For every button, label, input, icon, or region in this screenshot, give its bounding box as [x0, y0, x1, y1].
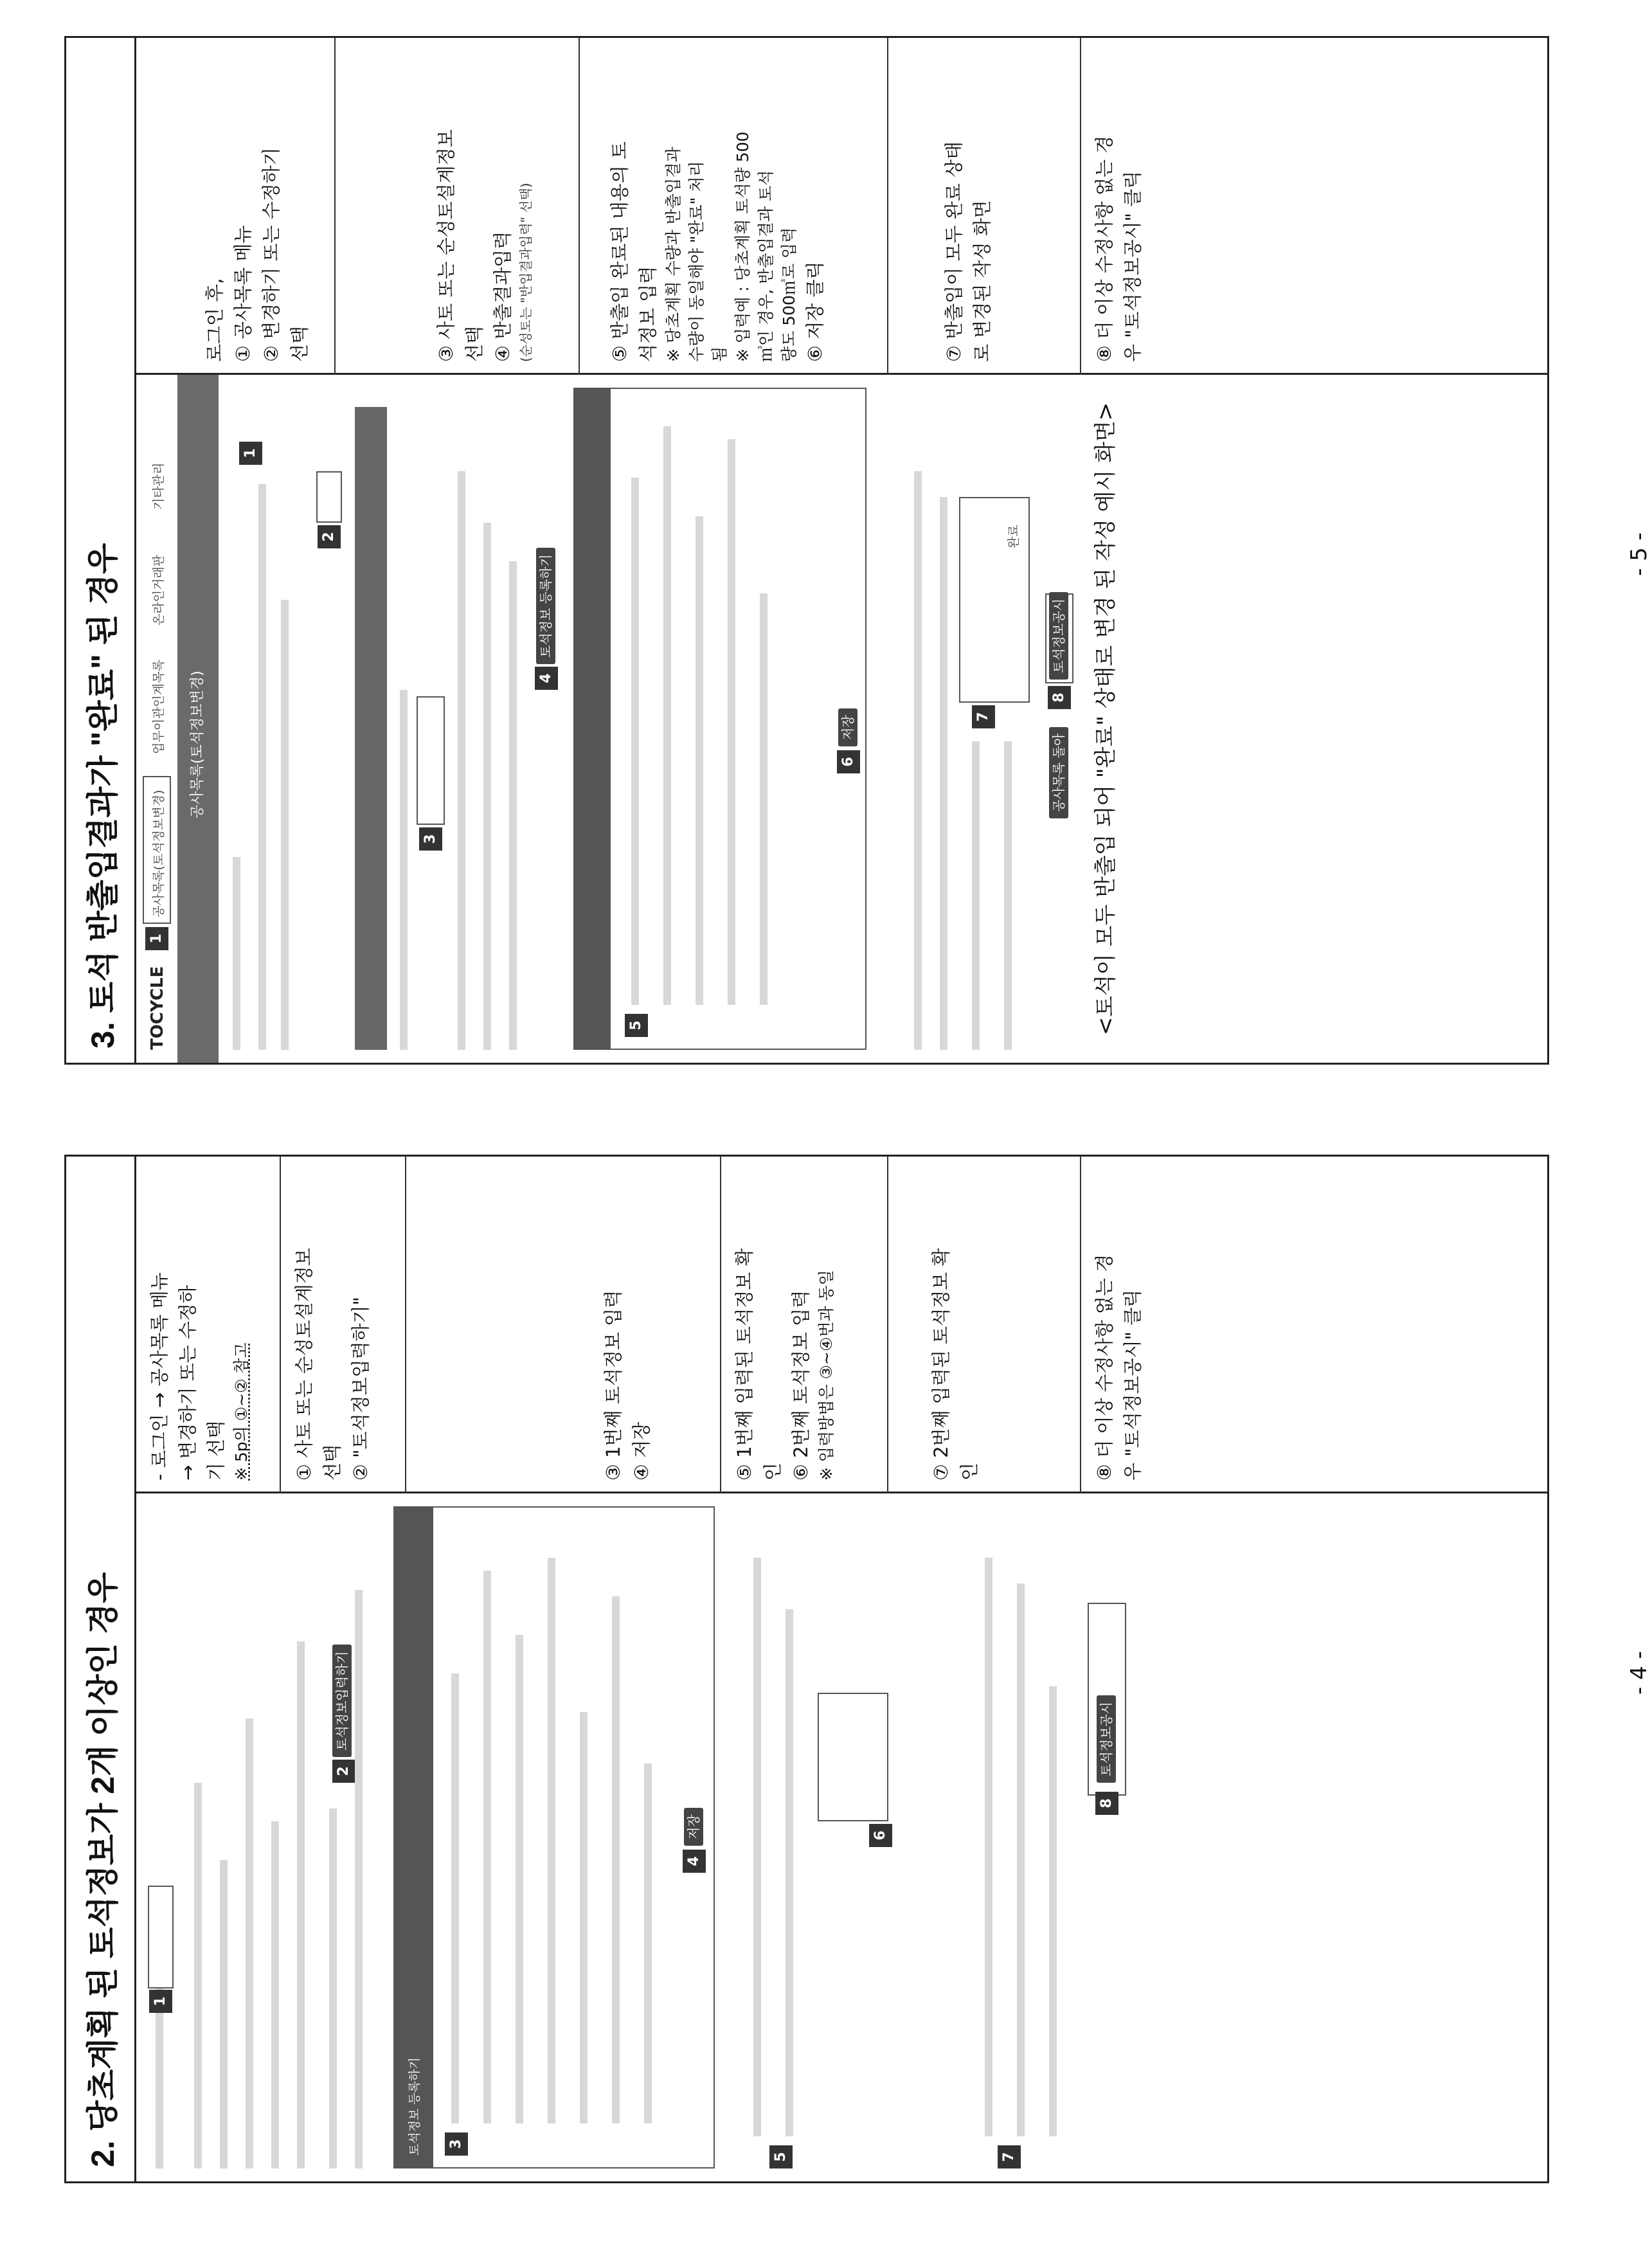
step-5-marker: 5	[625, 1014, 648, 1037]
right-row-5	[1081, 38, 1549, 375]
note-line: ※ 5p의 ①~② 참고	[232, 1342, 251, 1481]
step-3-marker: 3	[419, 827, 442, 851]
note-line: 량도 500㎥로 입력	[780, 227, 798, 362]
text-line: 로 변경된 작성 화면	[971, 200, 993, 362]
page-number: - 4 -	[1626, 1651, 1652, 1695]
left-row-1	[136, 1157, 281, 1493]
step-3-marker: 3	[445, 2132, 468, 2156]
submit-soil-info-button[interactable]: 토석정보공시	[1097, 1695, 1116, 1783]
left-row-3	[406, 1157, 721, 1493]
step-6-marker: 6	[837, 750, 860, 773]
step-1-marker: 1	[149, 1990, 172, 2013]
text-line: ⑥ 2번째 토석정보 입력	[790, 1290, 812, 1481]
back-button[interactable]: 공사목록 돌아	[1049, 727, 1068, 818]
text-line: - 로그인 → 공사목록 메뉴	[148, 1272, 170, 1481]
note-line: ※ 당초계획 수량과 반출입결과	[664, 147, 683, 362]
text-line: ① 공사목록 메뉴	[232, 225, 254, 362]
note-line: ※ 입력예 : 당초계획 토석량 500	[733, 131, 752, 362]
small-note: (순성토는 "반입결과입력" 선택)	[518, 183, 534, 362]
note-line: ㎥인 경우, 반출입결과 토석	[757, 170, 775, 362]
text-line: ② 변경하기 또는 수정하기	[260, 147, 282, 362]
text-line: ⑤ 1번째 입력된 토석정보 확	[733, 1248, 755, 1481]
left-section	[64, 1155, 1652, 2183]
left-row-6	[1081, 1157, 1549, 1493]
step-8-marker: 8	[1095, 1792, 1118, 1815]
text-line: 로그인 후,	[204, 278, 226, 362]
left-screenshot	[136, 1492, 1547, 2181]
nav-etc[interactable]: 기타관리	[152, 462, 166, 510]
design-radio-box[interactable]	[417, 696, 445, 825]
text-line: ③ 사토 또는 순성토설계정보	[435, 129, 457, 362]
step-4-marker: 4	[683, 1850, 706, 1873]
text-line: ④ 반출결과입력	[492, 231, 514, 362]
note-line: 됨	[710, 346, 729, 362]
popup-body	[432, 1506, 715, 2168]
tab-box	[148, 1886, 174, 1988]
text-line: ② "토석정보입력하기"	[350, 1296, 372, 1481]
screenshot-caption: <토석이 모두 반출입 되어 "완료" 상태로 변경 된 작성 예시 화면>	[1093, 402, 1118, 1036]
header-title: 공사목록(토석정보변경)	[190, 671, 206, 818]
right-row-3	[580, 38, 888, 375]
text-line: → 변경하기 또는 수정하	[177, 1285, 199, 1481]
step-1-marker: 1	[145, 927, 168, 950]
row-highlight-box	[818, 1693, 888, 1821]
text-line: ⑥ 저장 클릭	[804, 261, 826, 362]
submit-soil-info-button[interactable]: 토석정보공시	[1049, 592, 1068, 680]
text-line: ⑧ 더 이상 수정사항 없는 경	[1093, 1254, 1115, 1481]
left-row-4	[721, 1157, 888, 1493]
step-2-marker: 2	[332, 1760, 355, 1783]
left-row-2	[281, 1157, 406, 1493]
save-button[interactable]: 저장	[684, 1808, 703, 1846]
text-line: 우 "토석정보공시" 클릭	[1122, 1289, 1144, 1481]
right-row-2	[336, 38, 580, 375]
text-line: ③ 1번째 토석정보 입력	[602, 1290, 624, 1481]
input-soil-info-button[interactable]: 토석정보입력하기	[332, 1645, 352, 1757]
text-line: ① 사토 또는 순성토설계정보	[293, 1248, 315, 1481]
text-line: ⑦ 2번째 입력된 토석정보 확	[930, 1248, 952, 1481]
note-line: ※ 입력방법은 ③~④번과 동일	[817, 1270, 836, 1481]
text-line: 석정보 입력	[637, 266, 659, 362]
nav-online[interactable]: 온라인거래판	[152, 554, 166, 626]
right-grid	[136, 36, 1549, 1065]
popup-body	[609, 388, 866, 1050]
right-title: 3. 토석 반출입결과가 "완료" 된 경우	[64, 36, 136, 1065]
text-line: ⑧ 더 이상 수정사항 없는 경	[1093, 135, 1115, 362]
text-line: 기 선택	[205, 1420, 227, 1481]
logo: TOCYCLE	[148, 966, 167, 1050]
text-line: 우 "토석정보공시" 클릭	[1122, 170, 1144, 362]
right-section	[64, 36, 1652, 1065]
right-row-1	[136, 38, 336, 375]
note-line: 수량이 동일해야 "완료" 처리	[687, 161, 706, 362]
right-row-4	[888, 38, 1081, 375]
right-screenshot	[136, 373, 1547, 1063]
status-complete: 완료	[1007, 525, 1021, 548]
step-4-marker: 4	[535, 667, 558, 690]
section-band	[355, 407, 387, 1050]
step-7-marker: 7	[972, 705, 995, 728]
result-input-button[interactable]: 토석정보 등록하기	[536, 548, 555, 664]
left-grid	[136, 1155, 1549, 2183]
text-line: 인	[958, 1462, 980, 1481]
step-6-marker: 6	[869, 1824, 892, 1847]
text-line: ④ 저장	[631, 1421, 652, 1481]
edit-box	[316, 471, 342, 523]
popup-title: 토석정보 등록하기	[408, 2057, 422, 2156]
left-instructions	[136, 1157, 1547, 1493]
step-8-marker: 8	[1048, 686, 1071, 709]
row-1-marker: 1	[239, 442, 262, 465]
text-line: 선택	[289, 325, 310, 362]
text-line: 인	[762, 1462, 784, 1481]
popup-header	[573, 388, 609, 1050]
step-2-marker: 2	[318, 525, 341, 548]
nav-handover[interactable]: 업무이관인계목록	[152, 660, 166, 754]
text-line: 선택	[463, 325, 485, 362]
step-7-marker: 7	[998, 2145, 1021, 2168]
right-instructions	[136, 38, 1547, 375]
save-button[interactable]: 저장	[838, 708, 857, 746]
page-number: - 5 -	[1626, 532, 1652, 576]
text-line: ⑤ 반출입 완료된 내용의 토	[609, 141, 631, 362]
left-title: 2. 당초계획 된 토석정보가 2개 이상인 경우	[64, 1155, 136, 2183]
text-line: ⑦ 반출입이 모두 완료 상태	[943, 141, 965, 362]
text-line: 선택	[321, 1444, 343, 1481]
nav-projects[interactable]: 공사목록(토석정보변경)	[152, 789, 166, 917]
left-row-5	[888, 1157, 1081, 1493]
step-5-marker: 5	[769, 2145, 793, 2168]
